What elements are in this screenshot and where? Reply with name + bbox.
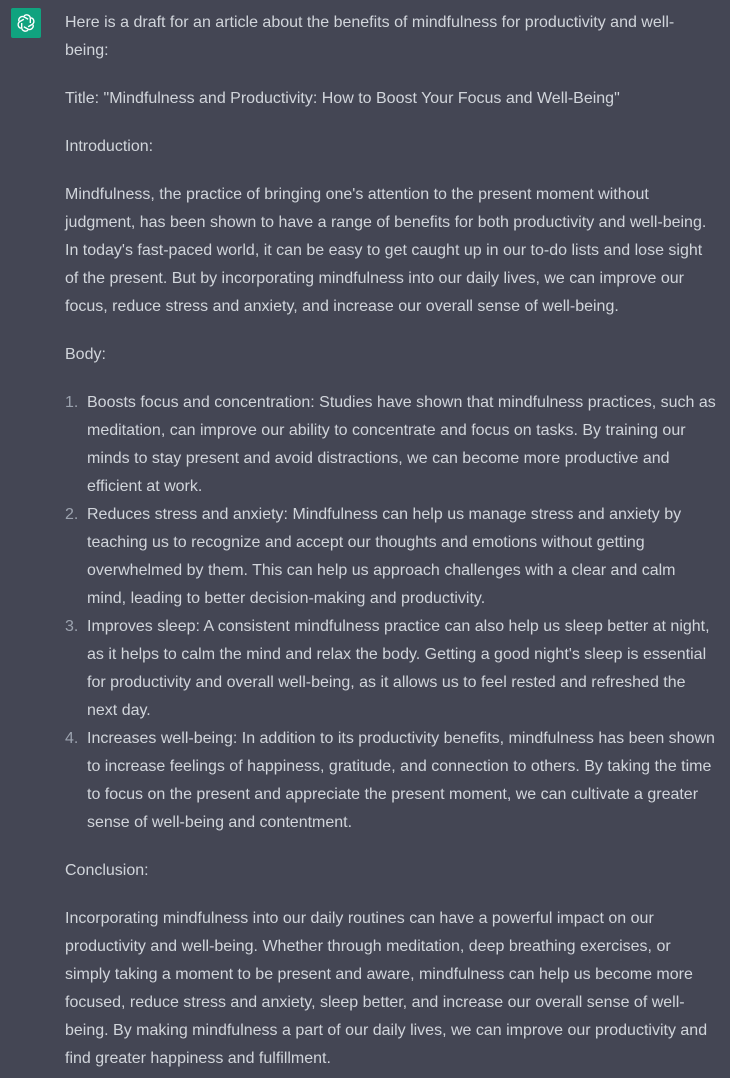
list-item-text: Improves sleep: A consistent mindfulness practice can also help us sleep better at night, as it helps to calm the mind and relax the body. Getting a good night's sleep is essential for productivity and overall well-being, as it allows us to feel rested and refreshed the next day.	[87, 618, 710, 719]
list-item	[65, 501, 717, 613]
assistant-message	[65, 9, 717, 1078]
conclusion-heading: Conclusion:	[65, 862, 149, 879]
list-item-text: Reduces stress and anxiety: Mindfulness can help us manage stress and anxiety by teaching us to recognize and accept our thoughts and emotions without getting overwhelmed by them. This can help us approach challenges with a clear and calm mind, leading to better decision-making and productivity.	[87, 506, 682, 607]
article-title: Title: "Mindfulness and Productivity: How to Boost Your Focus and Well-Being"	[65, 90, 620, 107]
list-number: 2.	[65, 506, 79, 523]
assistant-avatar	[11, 8, 41, 38]
list-number: 4.	[65, 730, 79, 747]
introduction-paragraph: Mindfulness, the practice of bringing one's attention to the present moment without judgment, has been shown to have a range of benefits for both productivity and well-being. In today's fast-paced world, it can be easy to get caught up in our to-do lists and lose sight of the present. But by incorporating mindfulness into our daily lives, we can improve our focus, reduce stress and anxiety, and increase our overall sense of well-being.	[65, 186, 707, 315]
body-heading: Body:	[65, 346, 106, 363]
list-item-text: Boosts focus and concentration: Studies have shown that mindfulness practices, such as meditation, can improve our ability to concentrate and focus on tasks. By training our minds to stay present and avoid distractions, we can become more productive and efficient at work.	[87, 394, 716, 495]
list-item	[65, 613, 717, 725]
list-number: 3.	[65, 618, 79, 635]
list-number: 1.	[65, 394, 79, 411]
body-list	[65, 389, 717, 837]
conclusion-paragraph: Incorporating mindfulness into our daily routines can have a powerful impact on our productivity and well-being. Whether through meditation, deep breathing exercises, or simply taking a moment to be present and aware, mindfulness can help us become more focused, reduce stress and anxiety, sleep better, and increase our overall sense of well-being. By making mindfulness a part of our daily lives, we can improve our productivity and find greater happiness and fulfillment.	[65, 910, 708, 1067]
introduction-heading: Introduction:	[65, 138, 154, 155]
list-item	[65, 389, 717, 501]
intro-line: Here is a draft for an article about the benefits of mindfulness for productivity and well-being:	[65, 14, 675, 59]
list-item	[65, 725, 717, 837]
openai-logo-icon	[15, 12, 37, 34]
list-item-text: Increases well-being: In addition to its productivity benefits, mindfulness has been shown to increase feelings of happiness, gratitude, and connection to others. By taking the time to focus on the present and appreciate the present moment, we can cultivate a greater sense of well-being and contentment.	[87, 730, 715, 831]
